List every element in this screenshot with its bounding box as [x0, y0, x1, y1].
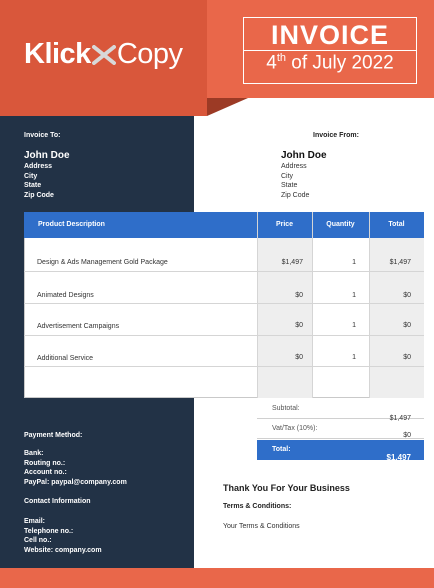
total-value: $1,497 — [386, 453, 411, 462]
invoice-from-zip: Zip Code — [281, 192, 310, 199]
date-rest: of July 2022 — [286, 52, 394, 74]
invoice-to-name: John Doe — [24, 150, 70, 161]
row-2-total: $0 — [403, 292, 411, 299]
row-3-total: $0 — [403, 322, 411, 329]
subtotal-label: Subtotal: — [272, 405, 300, 412]
payment-account: Account no.: — [24, 469, 67, 476]
header-description: Product Description — [38, 221, 105, 228]
row-3-quantity: 1 — [352, 322, 356, 329]
tax-value: $0 — [403, 432, 411, 439]
invoice-from-city: City — [281, 173, 294, 180]
invoice-to-city: City — [24, 173, 38, 180]
payment-paypal: PayPal: paypal@company.com — [24, 479, 127, 486]
date-suffix: th — [276, 52, 286, 64]
row-4-price: $0 — [295, 354, 303, 361]
row-4-total: $0 — [403, 354, 411, 361]
invoice-from-name: John Doe — [281, 150, 327, 161]
contact-telephone: Telephone no.: — [24, 528, 74, 535]
invoice-to-address: Address — [24, 163, 53, 170]
payment-method-label: Payment Method: — [24, 432, 83, 439]
row-4-description: Additional Service — [37, 355, 94, 362]
contact-cell: Cell no.: — [24, 537, 52, 544]
payment-bank: Bank: — [24, 450, 44, 457]
invoice-from-label: Invoice From: — [313, 132, 359, 139]
row-divider — [24, 271, 424, 272]
invoice-to-label: Invoice To: — [24, 132, 61, 139]
row-3-description: Advertisement Campaigns — [37, 323, 120, 330]
invoice-to-zip: Zip Code — [24, 192, 54, 199]
ribbon-fold — [207, 98, 248, 116]
logo-word-copy: Copy — [116, 38, 183, 70]
table-divider — [369, 212, 370, 398]
logo-word-klick: Klick — [24, 38, 91, 70]
header-quantity: Quantity — [326, 221, 355, 228]
table-divider — [257, 212, 258, 398]
contact-email: Email: — [24, 518, 46, 525]
header-total: Total — [388, 221, 405, 228]
row-divider — [24, 303, 424, 304]
row-divider — [24, 366, 424, 367]
invoice-from-address: Address — [281, 163, 307, 170]
payment-routing: Routing no.: — [24, 460, 66, 467]
row-2-quantity: 1 — [352, 292, 356, 299]
date-day: 4 — [266, 52, 277, 74]
invoice-title: INVOICE — [270, 20, 390, 50]
header-price: Price — [275, 221, 294, 228]
thank-you-message: Thank You For Your Business — [223, 483, 350, 493]
row-2-price: $0 — [295, 292, 303, 299]
tax-label: Vat/Tax (10%): — [272, 425, 318, 432]
total-label: Total: — [272, 446, 291, 453]
terms-value: Your Terms & Conditions — [223, 523, 300, 530]
invoice-from-state: State — [281, 182, 298, 189]
row-divider — [24, 335, 424, 336]
row-1-quantity: 1 — [352, 259, 356, 266]
row-4-quantity: 1 — [352, 354, 356, 361]
row-2-description: Animated Designs — [37, 292, 94, 299]
row-1-description: Design & Ads Management Gold Package — [37, 259, 168, 266]
items-table — [24, 212, 424, 398]
footer-band — [0, 568, 434, 588]
invoice-to-state: State — [24, 182, 42, 189]
subtotal-value: $1,497 — [389, 415, 411, 422]
logo-x-icon — [92, 45, 116, 65]
row-1-price: $1,497 — [281, 259, 303, 266]
contact-website: Website: company.com — [24, 547, 102, 554]
invoice-date — [243, 52, 417, 74]
row-1-total: $1,497 — [389, 259, 411, 266]
company-logo — [24, 38, 183, 71]
row-3-price: $0 — [295, 322, 303, 329]
contact-info-label: Contact Information — [24, 498, 91, 505]
table-divider — [312, 212, 313, 398]
terms-label: Terms & Conditions: — [223, 503, 292, 510]
